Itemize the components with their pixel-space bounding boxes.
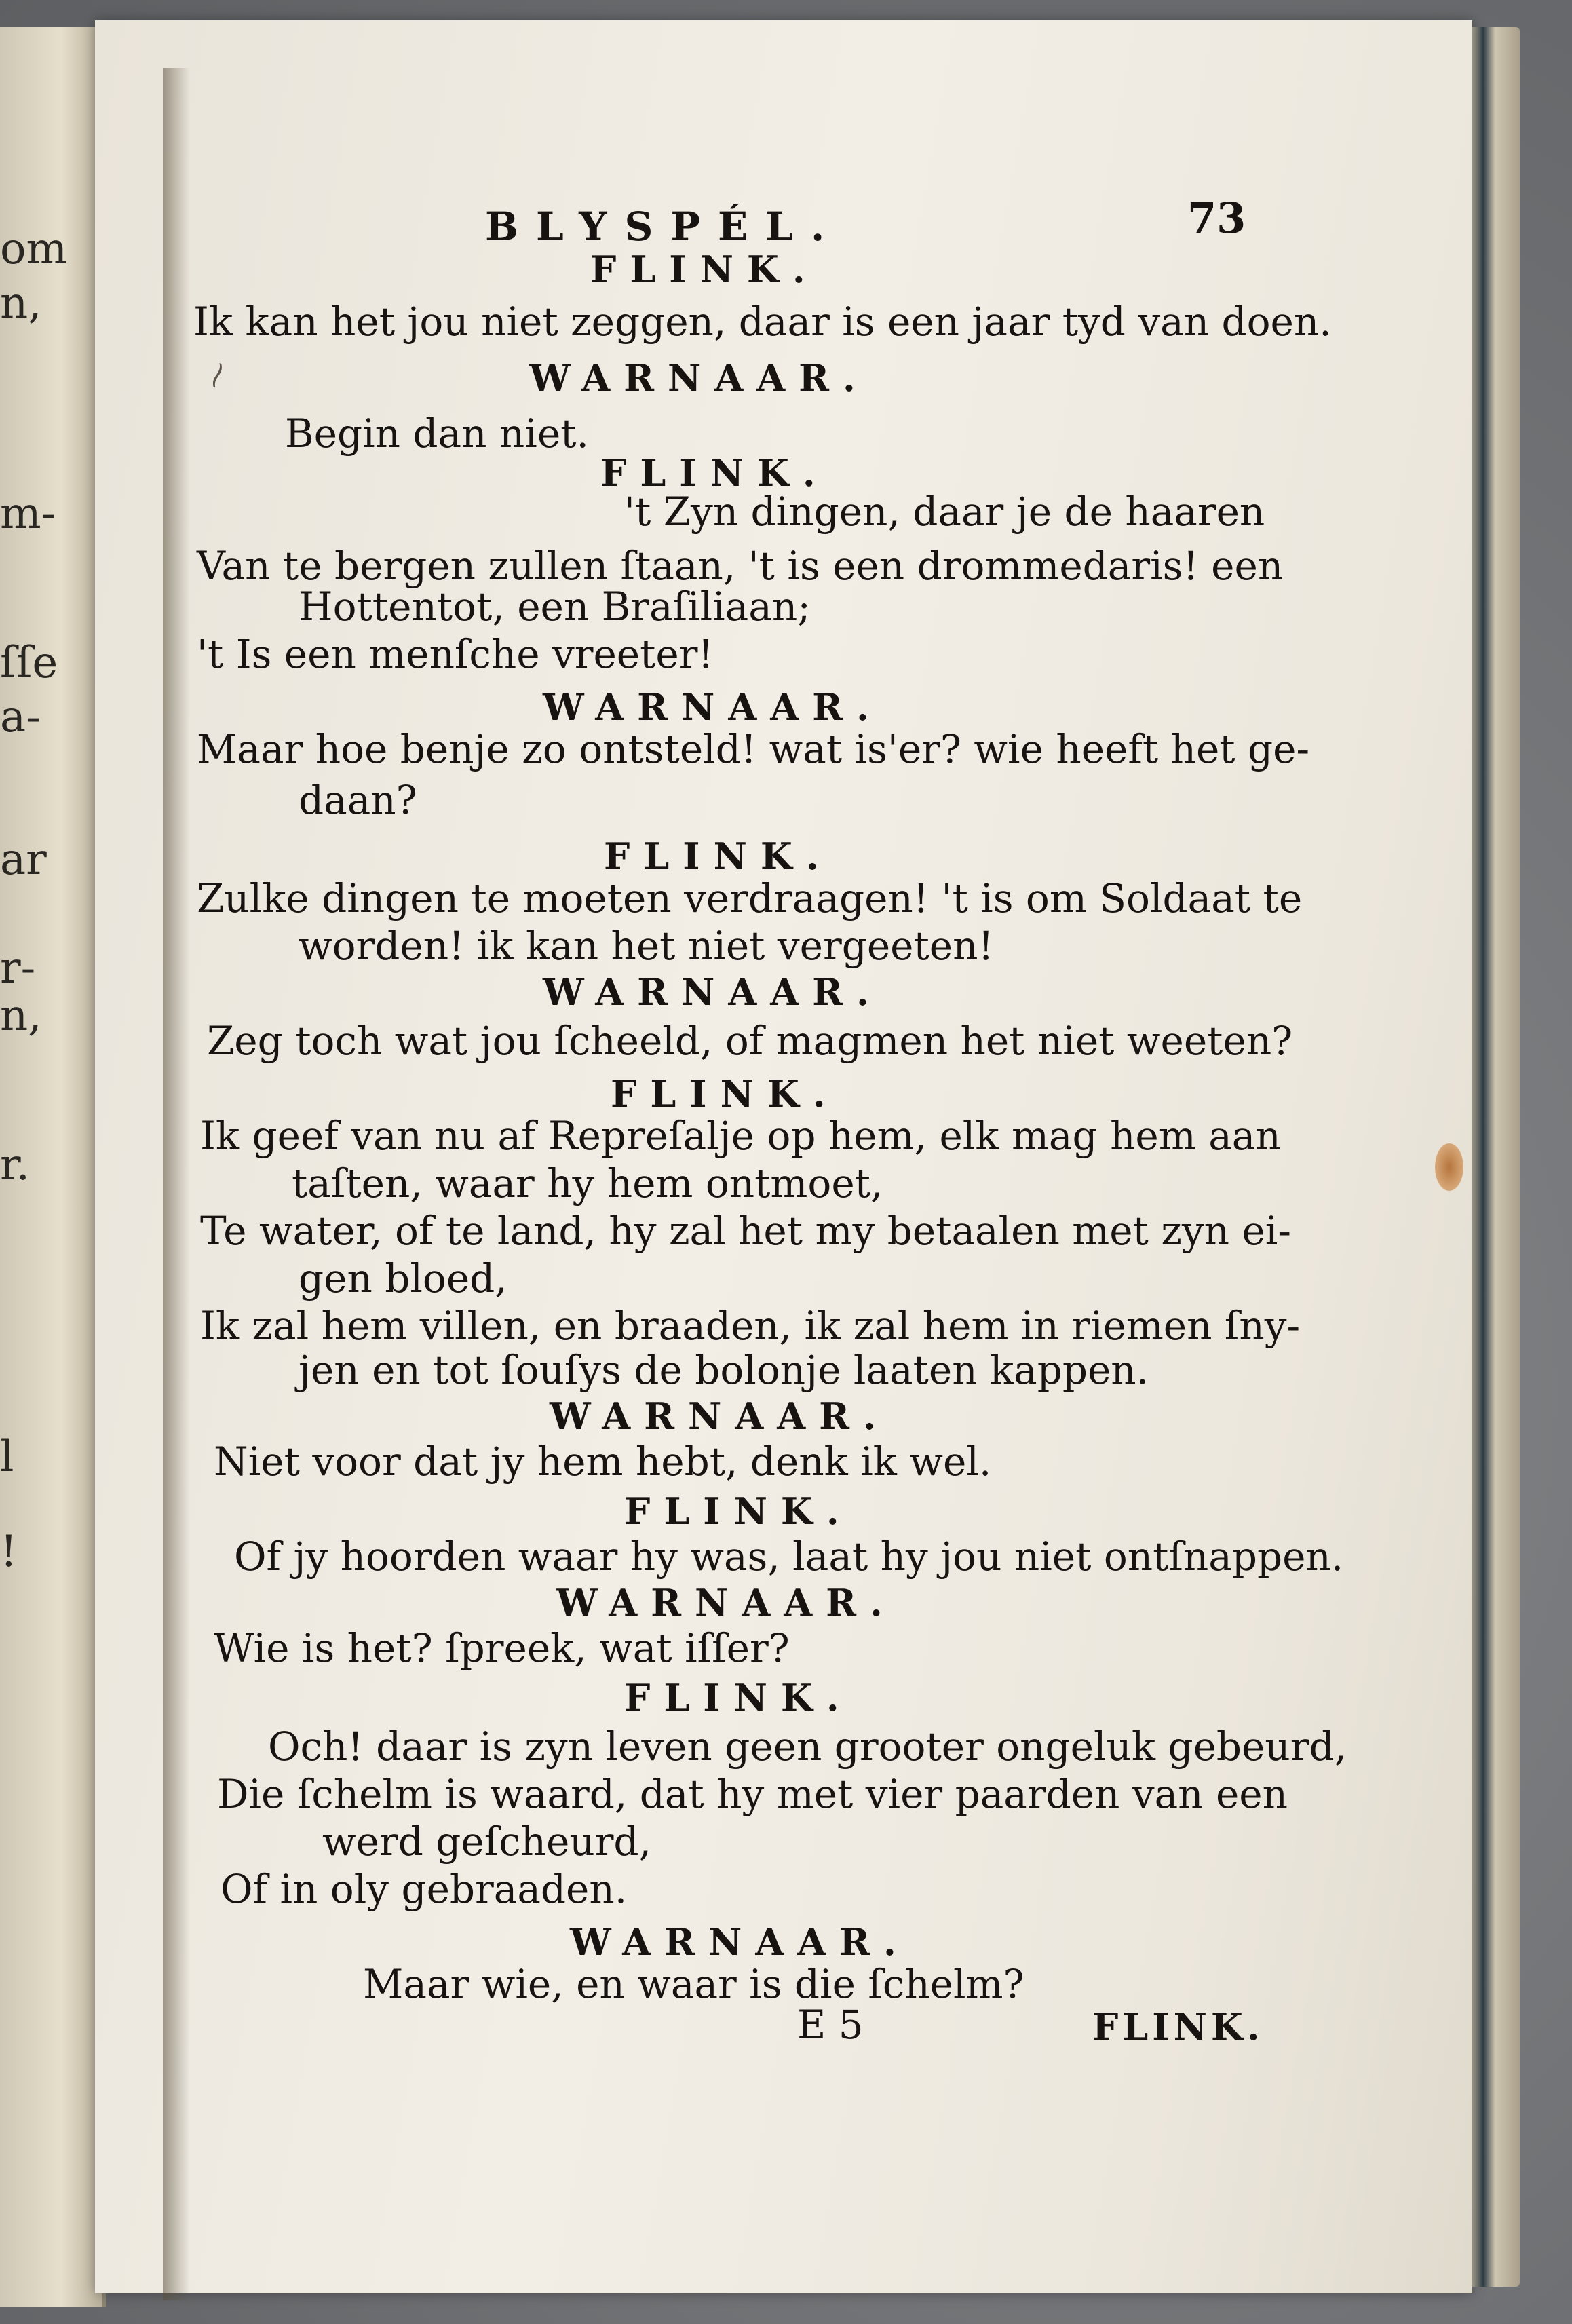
- verse-line: Ik kan het jou niet zeggen, daar is een jaar tyd van doen.: [193, 299, 1332, 345]
- handwritten-mark: ⁓: [197, 357, 237, 394]
- verse-line: Die ſchelm is waard, dat hy met vier paarden van een: [217, 1771, 1288, 1817]
- verse-line: Zeg toch wat jou ſcheeld, of magmen het niet weeten?: [207, 1018, 1293, 1064]
- speaker-name: FLINK.: [590, 248, 819, 291]
- verse-line: werd geſcheurd,: [322, 1818, 651, 1865]
- verse-line: worden! ik kan het niet vergeeten!: [299, 923, 994, 969]
- verse-line: gen bloed,: [299, 1255, 507, 1301]
- verse-line: Of jy hoorden waar hy was, laat hy jou niet ontſnappen.: [234, 1534, 1344, 1580]
- left-page-fragment: r.: [0, 1140, 30, 1190]
- verse-line: Van te bergen zullen ſtaan, 't is een drommedaris! een: [197, 543, 1284, 589]
- speaker-name: WARNAAR.: [543, 685, 883, 729]
- verse-line: Och! daar is zyn leven geen grooter ongeluk gebeurd,: [268, 1723, 1347, 1770]
- speaker-name: WARNAAR.: [543, 970, 883, 1014]
- left-page-fragment: n,: [0, 278, 42, 328]
- verse-line: Wie is het? ſpreek, wat iſſer?: [214, 1625, 790, 1671]
- page-gutter-shadow: [163, 68, 190, 2300]
- left-page-fragment: n,: [0, 991, 42, 1041]
- verse-line: Begin dan niet.: [285, 411, 589, 457]
- left-page-fragment: !: [0, 1527, 18, 1577]
- verse-line: Zulke dingen te moeten verdraagen! 't is om Soldaat te: [197, 875, 1303, 921]
- verse-line: Maar wie, en waar is die ſchelm?: [363, 1961, 1024, 2007]
- left-page-fragment: ſſe: [0, 638, 58, 688]
- left-page-fragment: r-: [0, 943, 36, 993]
- speaker-name: FLINK.: [600, 451, 829, 495]
- verse-line: Of in oly gebraaden.: [221, 1866, 628, 1912]
- catchword: FLINK.: [1092, 2005, 1264, 2049]
- left-page-fragment: a-: [0, 692, 41, 742]
- speaker-name: WARNAAR.: [529, 356, 869, 400]
- verse-line: 't Zyn dingen, daar je de haaren: [624, 489, 1265, 535]
- running-head: BLYSPÉL.: [485, 204, 843, 250]
- verse-line: Hottentot, een Braſiliaan;: [299, 584, 811, 630]
- verse-line: Ik geef van nu af Repreſalje op hem, elk mag hem aan: [200, 1113, 1281, 1159]
- speaker-name: WARNAAR.: [550, 1394, 889, 1438]
- verse-line: taſten, waar hy hem ontmoet,: [292, 1160, 883, 1206]
- speaker-name: WARNAAR.: [570, 1920, 910, 1964]
- verse-line: Te water, of te land, hy zal het my betaalen met zyn ei-: [200, 1208, 1291, 1254]
- verse-line: Maar hoe benje zo ontsteld! wat is'er? wie heeft het ge-: [197, 726, 1310, 772]
- page-number: 73: [1187, 193, 1246, 243]
- book-page: [95, 20, 1472, 2293]
- speaker-name: FLINK.: [611, 1072, 839, 1116]
- speaker-name: FLINK.: [624, 1676, 853, 1719]
- left-page-fragment: ar: [0, 835, 47, 885]
- left-page-fragment: om: [0, 224, 68, 274]
- verse-line: Niet voor dat jy hem hebt, denk ik wel.: [214, 1439, 992, 1485]
- verse-line: daan?: [299, 777, 417, 823]
- verse-line: 't Is een menſche vreeter!: [197, 631, 714, 677]
- speaker-name: FLINK.: [604, 835, 832, 878]
- left-page-fragment: m-: [0, 489, 56, 539]
- verse-line: Ik zal hem villen, en braaden, ik zal hem in riemen ſny-: [200, 1303, 1301, 1349]
- left-page-fragment: l: [0, 1432, 14, 1482]
- speaker-name: WARNAAR.: [556, 1581, 896, 1624]
- left-page-edge: [0, 27, 106, 2307]
- verse-line: jen en tot ſouſys de bolonje laaten kappen.: [299, 1347, 1149, 1393]
- foxing-stain: [1435, 1143, 1463, 1191]
- speaker-name: FLINK.: [624, 1489, 853, 1533]
- signature-mark: E 5: [797, 2002, 864, 2048]
